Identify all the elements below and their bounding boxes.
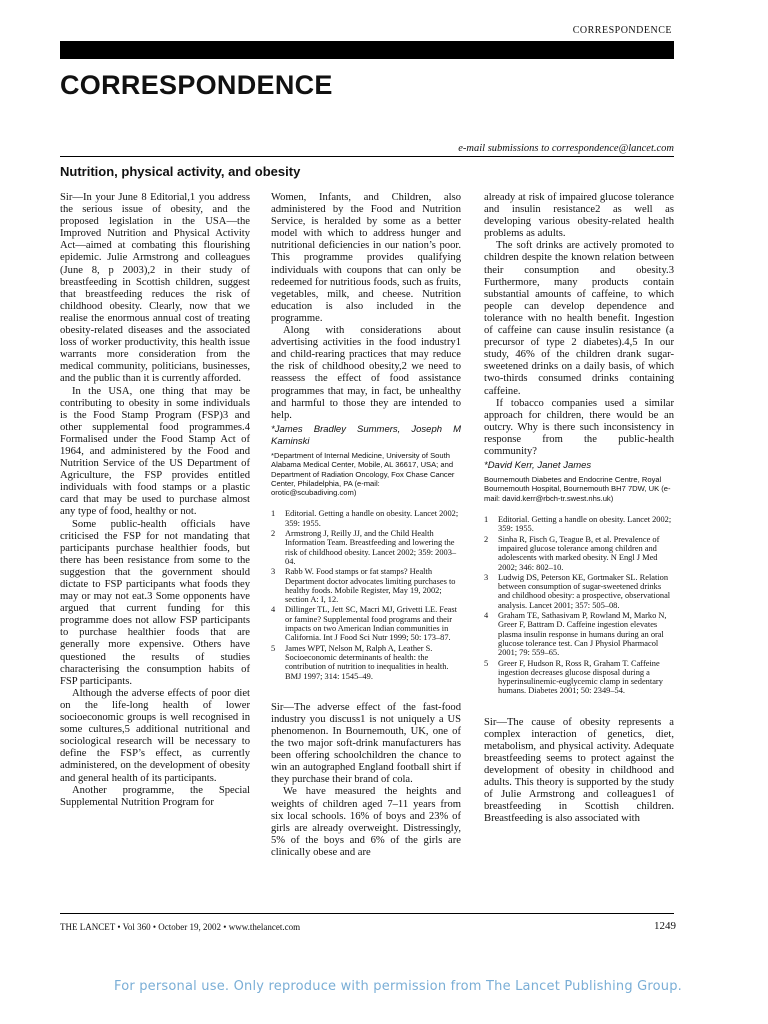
author-signature: *David Kerr, Janet James	[484, 460, 592, 472]
footer-citation: THE LANCET • Vol 360 • October 19, 2002 • www.thelancet.com	[60, 922, 301, 932]
reference-item: 5 Greer F, Hudson R, Ross R, Graham T. Caffeine ingestion decreases glucose disposal during a hyperinsulinemic-euglycemic clamp in sedentary humans. Diabetes 2001; 50: 2349–54.	[484, 658, 663, 696]
reference-item: 1 Editorial. Getting a handle on obesity. Lancet 2002; 359: 1955.	[484, 515, 672, 534]
reference-item: 4 Graham TE, Sathasivam P, Rowland M, Marko N, Greer F, Battram D. Caffeine ingestion elevates plasma insulin response in humans during an oral glucose tolerance test. Can J Physiol Pharmacol 2001; 79: 559–65.	[484, 611, 667, 658]
author-affiliation: *Department of Internal Medicine, University of South Alabama Medical Center, Mobile, AL 36617, USA; and Department of Radiation Oncology, Fox Chase Cancer Center, Philadelphia, PA (e-mail: orotic@scubadiving.com)	[271, 450, 455, 498]
column-3	[484, 192, 674, 826]
paragraph: We have measured the heights and weights of children aged 7–11 years from six local schools. 16% of boys and 23% of girls are already overweight. Distressingly, 5% of the boys and 6% of the girls are clinically obese and are	[271, 786, 461, 858]
paragraph: If tobacco companies used a similar approach for children, there would be an outcry. Why is there such inconsistency in response from the public-health community?	[484, 397, 674, 457]
paragraph: Some public-health officials have criticised the FSP for not mandating that participants purchase healthier foods, but there has been resistance from some to the suggestion that the government should dictate to FSP participants what foods they may or may not eat.3 Some opponents have argued that current funding for this programme does not allow FSP participants to purchase healthier foods that are generally more expensive. Others have questioned the results of studies characterising the consumption habits of FSP participants.	[60, 518, 250, 687]
author-signature: *James Bradley Summers, Joseph M Kaminski	[271, 423, 461, 447]
reference-item: 5 James WPT, Nelson M, Ralph A, Leather S. Socioeconomic determinants of health: the contribution of nutrition to inequalities in health. BMJ 1997; 314: 1545–49.	[271, 643, 449, 681]
reference-item: 1 Editorial. Getting a handle on obesity. Lancet 2002; 359: 1955.	[271, 509, 459, 528]
paragraph: The soft drinks are actively promoted to children despite the known relation between their consumption and obesity.3 Furthermore, many products contain substantial amounts of caffeine, to which people can develop dependence and tolerance with no health benefit. Ingestion of caffeine can cause insulin resistance (a precursor of type 2 diabetes).4,5 In our study, 46% of the children drank sugar-sweetened drinks on a daily basis, of which two-thirds consumed drinks containing caffeine.	[484, 240, 674, 397]
author-affiliation: Bournemouth Diabetes and Endocrine Centre, Royal Bournemouth Hospital, Bournemouth BH7 7DW, UK (e-mail: david.kerr@rbch-tr.swest.nhs.uk)	[484, 475, 671, 503]
running-header: CORRESPONDENCE	[572, 25, 672, 36]
reference-item: 3 Rabb W. Food stamps or fat stamps? Health Department doctor advocates limiting purchases to healthy foods. Mobile Register, May 19, 2002; section A: I, 12.	[271, 567, 456, 605]
header-black-bar	[60, 41, 674, 59]
column-1	[60, 192, 250, 809]
reference-item: 3 Ludwig DS, Peterson KE, Gortmaker SL. Relation between consumption of sugar-sweetened drinks and childhood obesity: a prospective, observational analysis. Lancet 2001; 357: 505–08.	[484, 572, 671, 610]
column-2	[271, 192, 461, 859]
reference-item: 2 Sinha R, Fisch G, Teague B, et al. Prevalence of impaired glucose tolerance among children and adolescents with marked obesity. N Engl J Med 2002; 346: 802–10.	[484, 534, 660, 572]
paragraph: Along with considerations about advertising activities in the food industry1 and child-rearing practices that may reduce the risk of childhood obesity,2 we need to reassess the effect of food assistance programmes that may, in fact, be unhealthy and harmful to those they are intended to help.	[271, 325, 461, 421]
paragraph: Although the adverse effects of poor diet on the life-long health of lower socioeconomic groups is well recognised in some cultures,5 additional nutritional and sociological research will be necessary to define the FSP’s effect, as currently administered, on the development of obesity and general health of its participants.	[60, 687, 250, 784]
article-title: Nutrition, physical activity, and obesity	[60, 164, 301, 179]
reference-item: 2 Armstrong J, Reilly JJ, and the Child Health Information Team. Breastfeeding and lowering the risk of childhood obesity. Lancet 2002; 359: 2003–04.	[271, 529, 457, 566]
rule-bottom	[60, 913, 674, 914]
section-title: CORRESPONDENCE	[60, 70, 333, 100]
reference-list	[484, 515, 674, 696]
paragraph: already at risk of impaired glucose tolerance and insulin resistance2 as well as developing various obesity-related health problems as adults.	[484, 192, 674, 240]
page-number: 1249	[654, 920, 676, 932]
paragraph: Sir—In your June 8 Editorial,1 you address the serious issue of obesity, and the proposed legislation in the USA—the Improved Nutrition and Physical Activity Act—aimed at combating this flourishing epidemic. Julie Armstrong and colleagues (June 8, p 2003),2 in their study of breastfeeding in Scottish children, suggest that breastfeeding reduces the risk of childhood obesity. Clearly, now that we realise the enormous annual cost of treating obesity-related diseases and the associated loss of worker productivity, this health issue warrants more consideration from the medical community, politicians, businesses, and the public than it is currently afforded.	[60, 192, 250, 385]
email-submission-line[interactable]: e-mail submissions to correspondence@lancet.com	[458, 143, 674, 154]
paragraph: Women, Infants, and Children, also administered by the Food and Nutrition Service, is heralded by some as a better model with which to address hunger and nutritional deficiencies in our nation’s poor. This programme provides qualifying individuals with coupons that can only be redeemed for nutritious foods, such as fruits, vegetables, milk, and cheese. Nutrition education is also included in the programme.	[271, 192, 461, 324]
permission-notice: For personal use. Only reproduce with permission from The Lancet Publishing Group.	[113, 979, 683, 994]
paragraph: Another programme, the Special Supplemental Nutrition Program for	[60, 784, 250, 808]
paragraph: Sir—The adverse effect of the fast-food industry you discuss1 is not uniquely a US phenomenon. In Bournemouth, UK, one of the two major soft-drink manufacturers has been offering schoolchildren the chance to win an autographed England football shirt if they purchase their brand of cola.	[271, 701, 461, 786]
paragraph: Sir—The cause of obesity represents a complex interaction of genetics, diet, metabolism, and physical activity. Adequate breastfeeding seems to protect against the development of obesity in childhood and adults. This theory is supported by the study of Julie Armstrong and colleagues1 of breastfeeding in Scottish children. Breastfeeding is also associated with	[484, 716, 674, 825]
reference-list	[271, 509, 461, 680]
reference-item: 4 Dillinger TL, Jett SC, Macri MJ, Grivetti LE. Feast or famine? Supplemental food programs and their impacts on two American Indian communities in California. Int J Food Sci Nutr 1999; 50: 173–87.	[271, 605, 457, 643]
rule-top	[60, 156, 674, 157]
paragraph: In the USA, one thing that may be contributing to obesity in some individuals is the Food Stamp Program (FSP)3 and other supplemental food programmes.4 Formalised under the Food Stamp Act of 1964, and administered by the Food and Nutrition Service of the US Department of Agriculture, the FSP provides entitled individuals with food stamps or a plastic card that may be used to purchase almost any type of food, healthy or not.	[60, 385, 250, 518]
